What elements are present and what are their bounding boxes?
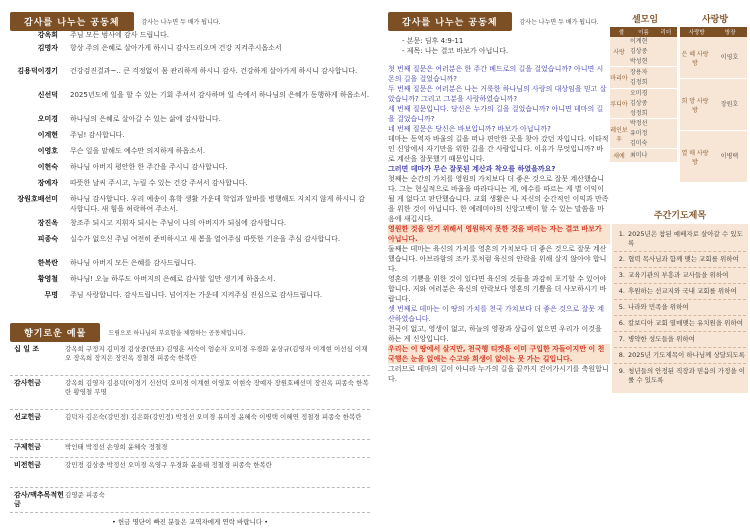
cell-name: 마리아 — [610, 75, 628, 82]
gratitude-name: 황영철 — [37, 275, 58, 283]
cell-leader: 김정희 — [630, 78, 648, 86]
offering-label: 감사헌금 — [14, 379, 42, 387]
sarangbang-item — [680, 79, 747, 131]
gratitude-text: 하나님! 오늘 하루도 아버지의 은혜로 감사할 일만 생기게 하옵소서. — [70, 275, 276, 283]
gratitude-row — [10, 218, 370, 234]
cell-item — [610, 89, 677, 119]
cell-item — [610, 119, 677, 149]
prayer-number: 5. — [618, 303, 625, 311]
prayer-item — [614, 316, 746, 332]
prayer-title: 주간기도제목 — [653, 211, 707, 221]
gratitude-name: 강옥희 — [37, 31, 58, 39]
offering-names: 김영준 피종숙 — [65, 491, 105, 499]
sermon-subject: - 제목: 나는 결코 바보가 아닙니다. — [402, 47, 509, 55]
gratitude-row — [10, 90, 370, 114]
offering-label: 십 일 조 — [14, 345, 40, 353]
gratitude-name: 김명자 — [37, 44, 58, 52]
cell-item — [610, 67, 677, 89]
cell-item — [610, 149, 677, 163]
sermon-paragraph: 셋 번째로 데마는 이 땅의 가치를 천국 가치보다 더 좋은 것으로 잘못 계산하였습니다. — [388, 305, 605, 323]
cell-leader: 오미경 — [630, 89, 648, 97]
cell-leader: 김미숙 — [630, 139, 648, 147]
gratitude-row — [10, 43, 370, 66]
sarangbang-name: 은 혜 사랑방 — [681, 50, 709, 67]
cell-leader: 김상중 — [630, 47, 648, 55]
cell-column — [610, 27, 677, 183]
gratitude-name: 피종숙 — [37, 235, 58, 243]
sermon-paragraph: 세 번째 질문입니다. 당신은 누가의 길을 걸었습니까? 아니면 데마의 길을 걸었습니까? — [388, 105, 604, 123]
gratitude-row — [10, 234, 370, 258]
gratitude-text: 주님 모든 범사에 감사 드립니다. — [70, 31, 170, 39]
prayer-text: 병약한 성도들을 위하여 — [628, 335, 695, 343]
gratitude-name: 신선덕 — [37, 91, 58, 99]
gratitude-name: 장원호배선미 — [17, 195, 58, 203]
cell-subheader — [610, 27, 677, 37]
gratitude-text: 창조주 되시고 지휘자 되시는 주님이 나의 아버지가 되심에 감사합니다. — [70, 219, 287, 227]
cell-title: 셀모임 — [631, 15, 659, 25]
prayer-number: 6. — [618, 319, 625, 327]
prayer-number: 3. — [618, 271, 625, 279]
gratitude-row — [10, 194, 370, 218]
offering-row — [10, 376, 370, 410]
sermon-paragraph: 데마는 동역자 바울의 길을 떠나 편안한 곳을 찾아 갔던 자입니다. 이타적인 신앙에서 자기만을 위한 길을 간 사람입니다. 이유가 무엇입니까? 바로 계산을 잘못했기 때문입니다. — [388, 135, 609, 163]
gratitude-row — [10, 66, 370, 90]
prayer-text: 청년들의 안정된 직장과 믿음의 가정을 이룰 수 있도록 — [628, 367, 746, 384]
sermon-paragraph: 첫 번째 질문은 여러분은 한 주간 베드로의 길을 걸었습니까? 아니면 시몬의 길을 걸었습니까? — [388, 65, 604, 83]
prayer-item — [614, 227, 746, 252]
offering-label: 감사/맥추목적헌금 — [14, 491, 64, 508]
cell-leader: 박정선 — [630, 119, 648, 127]
offering-list — [10, 342, 370, 526]
sermon-reference: - 본문: 딤후 4:9-11 — [402, 37, 464, 45]
prayer-number: 8. — [618, 351, 625, 359]
prayer-text: 협력 목사님과 함께 맺는 교회를 위하여 — [628, 255, 739, 263]
offering-names: 강민정 김상중 박정선 오미경 옥영구 우경화 윤용태 정철경 피종숙 한복란 — [65, 461, 272, 469]
cell-leader: 박성현 — [630, 57, 648, 65]
offering-row — [10, 458, 370, 488]
prayer-item — [614, 252, 746, 268]
prayer-list — [612, 224, 748, 393]
sermon-highlight: 영원한 것을 얻기 위해서 영원하지 못한 것을 버리는 자는 결코 바보가 아닙니다. — [388, 224, 610, 244]
prayer-text: 교육기관의 부흥과 교사들을 위하여 — [628, 271, 729, 279]
sarangbang-name: 희 망 사랑방 — [681, 97, 709, 114]
gratitude-row — [10, 30, 370, 43]
sarangbang-leader: 이병택 — [720, 152, 739, 160]
cell-leader: 성정희 — [630, 109, 648, 117]
prayer-item — [614, 348, 746, 364]
prayer-text: 후원하는 선교지와 국내 교회를 위하여 — [628, 287, 737, 295]
cell-name: 루디아 — [610, 101, 628, 108]
gratitude-name: 이현숙 — [37, 163, 58, 171]
gratitude-name: 이계현 — [37, 131, 58, 139]
cell-subheader-label: 리더 — [660, 30, 672, 36]
offering-names: 강옥희 김영자 김용덕(이경기 신선덕 오미경 이계현 이영호 이현숙 장예자 장원호배선미 장진옥 피종숙 한복란 황영철 무명 — [65, 379, 369, 396]
sermon-paragraph: 첫째는 순간의 가치를 영원의 가치보다 더 좋은 것으로 잘못 계산했습니다. 그는 현실적으로 바울을 따라다니는 게, 예수를 따르는 게 별 이익이 될 게 없다고 판단했습니다. 교회 생활은 나 자신의 순간적인 이익과 만족을 위한 것이 아닙니다. 한 예레미야의 신앙고백이 할 수 있는 말씀을 마음에 새깁시다. — [388, 175, 609, 223]
offering-note: 드림으로 하나님의 부요함을 체험하는 공동체입니다. — [108, 330, 246, 337]
gratitude-text: 하나님 감사합니다. 우리 예송이 휴학 생활 가운데 학업과 알바를 병행해도 지치지 않게 하시니 감사합니다. 새 힘을 허락하여 주소서. — [70, 195, 365, 213]
sarangbang-leader: 이영호 — [720, 53, 739, 61]
gratitude-row — [10, 274, 370, 290]
gratitude-header — [10, 12, 221, 31]
gratitude-name: 이영호 — [37, 147, 58, 155]
sermon-paragraph: 천국이 없고, 영생이 없고, 하늘의 영광과 상급이 없으면 우리가 이것을 하는 게 신앙입니다. — [388, 325, 602, 343]
sarangbang-item — [680, 131, 747, 183]
prayer-number: 9. — [618, 367, 625, 375]
gratitude-text: 주님 사랑합니다. 감사드립니다. 넘어지는 가운데 지켜주심 진심으로 감사드립니다. — [70, 291, 323, 299]
cell-name: 새예 — [613, 153, 625, 160]
cell-item — [610, 37, 677, 67]
offering-label: 구제헌금 — [14, 443, 42, 451]
gratitude-text: 하나님의 은혜로 살아갈 수 있는 삶에 감사합니다. — [70, 115, 221, 123]
gratitude-row — [10, 130, 370, 146]
sermon-highlight: 우리는 이 땅에서 살지만, 천국행 티켓을 이미 구입한 자들이지만 이 천국행은 눈을 없애는 수고와 희생이 없이는 못 가는 길입니다. — [388, 344, 610, 364]
prayer-number: 4. — [618, 287, 625, 295]
sermon-header-title: 감사를 나누는 공동체 — [388, 12, 512, 31]
gratitude-row — [10, 162, 370, 178]
prayer-item — [614, 332, 746, 348]
offering-names: 강옥희 구정지 김미경 김상중(만표) 김영훈 서숙이 엄순자 오미경 우경화 윤상규(김영자 이계현 이선심 이재오 장옥희 장지은 장진옥 정철경 피종숙 한복란 — [65, 345, 368, 362]
sermon-header-note: 감사는 나누면 두 배가 됩니다. — [519, 19, 599, 26]
sarangbang-name: 열 매 사랑방 — [681, 149, 709, 166]
prayer-number: 7. — [618, 335, 625, 343]
cell-leader: 이계현 — [630, 37, 648, 45]
offering-header — [10, 323, 245, 342]
sarangbang-leader: 장원호 — [720, 100, 739, 108]
sarangbang-subheader-label: 사랑방 — [688, 30, 705, 36]
prayer-item — [614, 284, 746, 300]
gratitude-name: 김용덕이경기 — [17, 67, 58, 75]
offering-row — [10, 488, 370, 513]
prayer-item — [614, 300, 746, 316]
prayer-text: 2025년은 참된 예배자로 살아갈 수 있도록 — [628, 230, 743, 247]
prayer-text: 2025년 기도제목이 하나님께 상달되도록 — [628, 351, 745, 359]
gratitude-text: 2025년도에 일을 할 수 있는 기회 주셔서 감사하며 일 속에서 하나님의 은혜가 동행하게 하옵소서. — [70, 91, 370, 99]
sermon-paragraph: 네 번째 질문은 당신은 바보입니까? 바보가 아닙니까? — [388, 125, 551, 133]
sarangbang-item — [680, 37, 747, 79]
offering-label: 선교헌금 — [14, 413, 42, 421]
gratitude-title: 감사를 나누는 공동체 — [10, 12, 134, 31]
sermon-paragraph: 그러므로 데마의 길이 아니라 누가의 길을 끝까지 걷어가시기를 축원합니다. — [388, 365, 609, 383]
gratitude-text: 건강검진결과~.. 큰 걱정없이 몸 관리하게 하시니 감사. 건강하게 살아가게 하시니 감사합니다. — [70, 67, 358, 75]
prayer-text: 칼보디아 교회 열매맺는 유치원을 위하여 — [628, 319, 744, 327]
cell-subheader-label: 셀 — [618, 30, 624, 36]
gratitude-text: 실수가 없으신 주님 여전히 준비하시고 새 봄을 열어주심 따뜻한 기운을 주심 감사합니다. — [70, 235, 341, 243]
cell-leader: 장용자 — [630, 68, 648, 76]
gratitude-row — [10, 290, 370, 312]
sermon-paragraph: 그러면 데마가 무슨 잘못된 계산과 착오를 하였을까요? — [388, 165, 556, 173]
offering-row — [10, 440, 370, 458]
sermon-body — [388, 36, 610, 384]
sermon-paragraph: 영혼의 기쁨을 위한 것이 있다면 육신의 것들을 과감히 포기할 수 있어야 합니다. 저와 여러분은 육신의 안락보다 영혼의 기쁨을 더 사모하시기 바랍니다. — [388, 275, 607, 303]
gratitude-row — [10, 178, 370, 194]
gratitude-text: 하나님 아버지 평안한 한 주간을 주시니 감사합니다. — [70, 163, 228, 171]
sarangbang-subheader-label: 방장 — [724, 30, 736, 36]
offering-row — [10, 410, 370, 440]
cell-groups-heading — [610, 12, 750, 25]
offering-label: 비전헌금 — [14, 461, 42, 469]
offering-title: 향기로운 예물 — [10, 323, 100, 342]
offering-footer: • 헌금 명단이 빠진 분들은 교역자에게 연락 바랍니다 • — [111, 518, 269, 526]
gratitude-text: 무슨 일을 맡해도 예수만 의지하게 하옵소서. — [70, 147, 206, 155]
cell-leader: 유미정 — [630, 129, 648, 137]
prayer-item — [614, 364, 746, 388]
sarangbang-subheader — [680, 27, 747, 37]
sermon-paragraph: 둘째는 데마는 육신의 가치를 영혼의 가치보다 더 좋은 것으로 잘못 계산했습니다. 아브라함의 조카 롯처럼 육신의 안락을 위해 살지 않아야 합니다. — [388, 245, 607, 273]
gratitude-list — [10, 30, 370, 312]
gratitude-name: 오미경 — [37, 115, 58, 123]
gratitude-text: 하나님 아버지 모든 은혜를 감사드립니다. — [70, 259, 197, 267]
cell-name: 레인보우 — [610, 126, 628, 143]
gratitude-name: 무명 — [44, 291, 58, 299]
gratitude-text: 항상 주의 은혜로 살아가게 하시니 감사드리오며 건강 지켜주시옵소서 — [70, 44, 282, 52]
cell-groups — [610, 12, 750, 183]
sarangbang-column — [680, 27, 747, 183]
cell-leader: 김상중 — [630, 99, 648, 107]
gratitude-row — [10, 114, 370, 130]
prayer-text: 나라와 민족을 위하여 — [628, 303, 689, 311]
cell-subheader-label: 이름 — [638, 30, 649, 36]
gratitude-name: 한복란 — [37, 259, 58, 267]
gratitude-row — [10, 258, 370, 274]
cell-grid — [610, 27, 750, 183]
gratitude-name: 장예자 — [37, 179, 58, 187]
sarangbang-title: 사랑방 — [701, 15, 729, 25]
prayer-number: 2. — [618, 255, 625, 263]
offering-names: 박인태 박정선 손영희 윤혜숙 정철경 — [65, 443, 168, 451]
sermon-paragraph: 두 번째 질문은 여러분은 나는 거룩한 하나님의 사랑의 대상임을 믿고 살았습니까? 그리고 그분을 사랑하였습니까? — [388, 85, 607, 103]
prayer-item — [614, 268, 746, 284]
right-page — [380, 0, 750, 530]
offering-row — [10, 342, 370, 376]
gratitude-text: 따뜻한 날씨 주시고, 누릴 수 있는 건강 주셔서 감사합니다. — [70, 179, 248, 187]
cell-leader: 최미나 — [630, 151, 648, 159]
gratitude-note: 감사는 나누면 두 배가 됩니다. — [141, 19, 221, 26]
sermon-header — [388, 12, 599, 31]
gratitude-text: 주님! 감사합니다. — [70, 131, 125, 139]
gratitude-row — [10, 146, 370, 162]
prayer-number: 1. — [618, 230, 625, 238]
offering-names: 김덕자 김은숙(강민정) 김은화(강민정) 박정선 오미경 유미정 윤혜숙 이병택 이혜연 정철경 피종숙 한복란 — [65, 413, 362, 421]
cell-name: 사랑 — [613, 49, 625, 56]
gratitude-name: 장진옥 — [37, 219, 58, 227]
